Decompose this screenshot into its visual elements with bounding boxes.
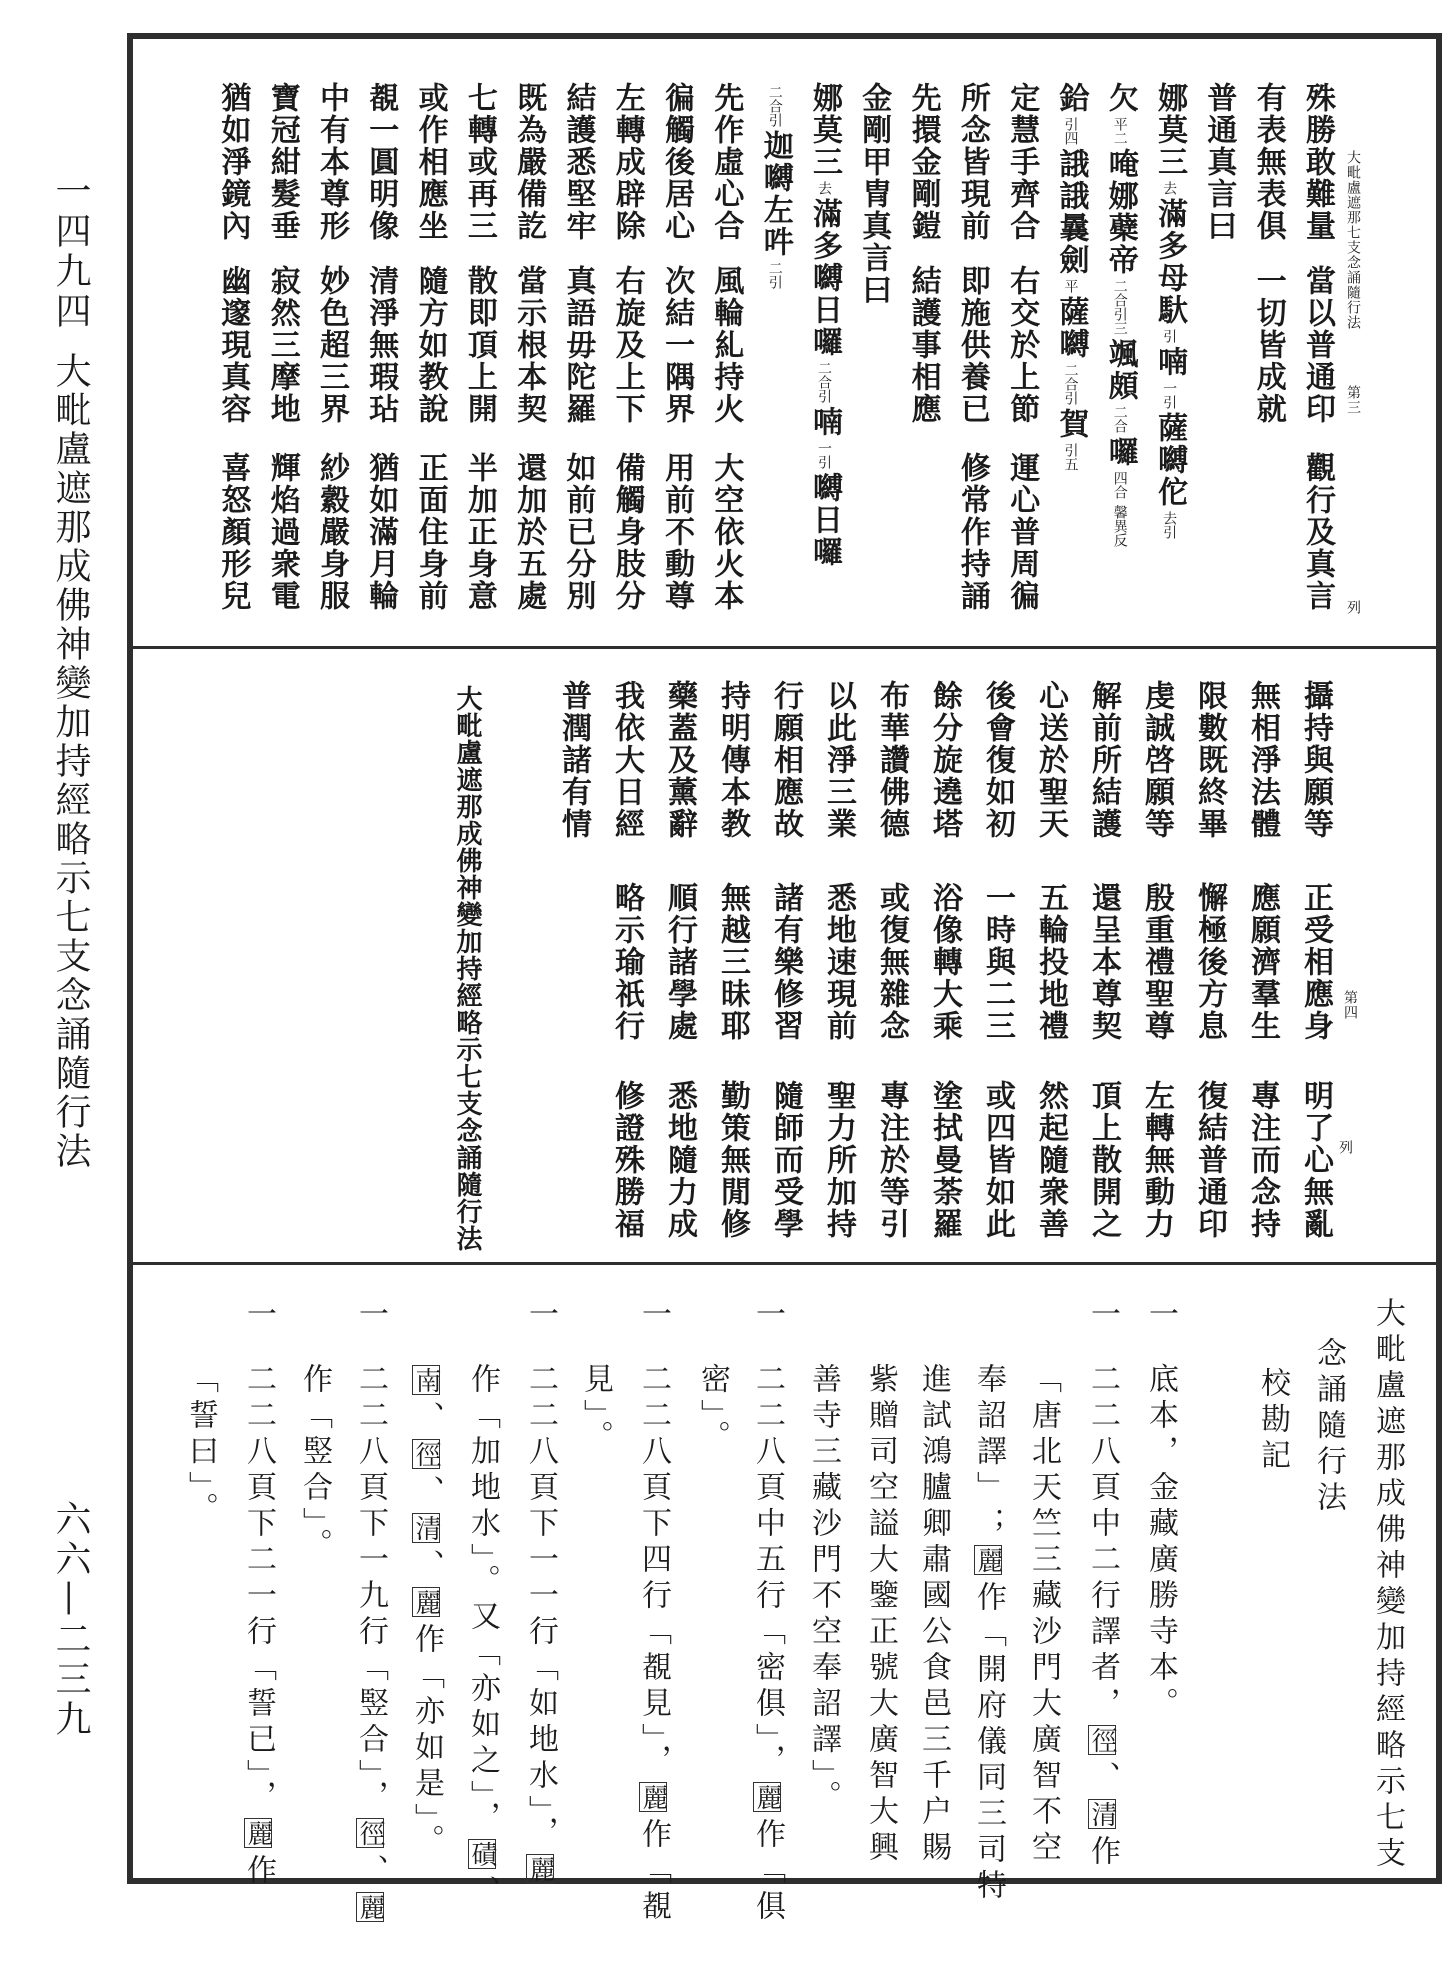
section-divider <box>133 1262 1436 1265</box>
verse-line: 然起隨衆善 <box>1033 1080 1068 1240</box>
text-run: 作「加地水」。又「亦如之」， <box>465 1363 500 1837</box>
verse-line: 清淨無瑕玷 <box>363 265 399 425</box>
verse-line: 順行諸學處 <box>662 882 697 1042</box>
text-run: 進試鴻臚卿肅國公食邑三千户賜 <box>916 1363 951 1867</box>
verse-line <box>757 82 793 292</box>
edition-siglum-box: 磧 <box>467 1841 497 1867</box>
pronunciation-note: 二合 <box>1111 405 1128 433</box>
pronunciation-note: 二引 <box>766 261 783 289</box>
verse-line: 喜怒顏形兒 <box>215 452 251 612</box>
pronunciation-note: 引五 <box>1062 443 1079 471</box>
verse-line: 攝持與願等 <box>1298 680 1333 840</box>
verse-line: 悉地隨力成 <box>662 1080 697 1240</box>
edition-siglum-box: 麗 <box>638 1784 668 1810</box>
text-run: 作「開府儀同三司特 <box>971 1581 1006 1905</box>
verse-line: 右旋及上下 <box>609 265 645 425</box>
pronunciation-note: 二合引 <box>766 85 783 127</box>
edition-siglum-box: 麗 <box>411 1589 441 1615</box>
verse-line: 五輪投地禮 <box>1033 882 1068 1042</box>
text-run: 作 <box>1085 1835 1120 1871</box>
collation-note <box>1143 1363 1178 1723</box>
verse-line: 虔誠啓願等 <box>1139 680 1174 840</box>
verse-line: 如前已分別 <box>560 452 596 612</box>
verse-line: 隨方如教說 <box>412 265 448 425</box>
verse-line: 聖力所加持 <box>821 1080 856 1240</box>
text-run: 二二八頁中二行譯者， <box>1085 1363 1120 1723</box>
edition-siglum-box: 徑 <box>411 1441 441 1467</box>
text-run: 密」。 <box>695 1363 730 1456</box>
pronunciation-note: 二合引 <box>1062 363 1079 405</box>
note-marker: 一 <box>750 1298 785 1334</box>
text-run: 二二八頁下一一行「如地水」， <box>523 1363 558 1852</box>
pronunciation-note: 平二 <box>1111 117 1128 145</box>
collation-heading-title: 校勘記 <box>1255 1367 1290 1475</box>
verse-line: 以此淨三業 <box>821 680 856 840</box>
pronunciation-note: 去 <box>816 181 832 195</box>
verse-line: 幽邃現真容 <box>215 265 251 425</box>
edition-siglum-box: 清 <box>1087 1801 1117 1827</box>
verse-line: 寶冠紺髮垂 <box>264 82 300 242</box>
verse-line: 猶如滿月輪 <box>363 452 399 612</box>
pronunciation-note: 二合引 <box>816 361 832 403</box>
note-marker: 一 <box>241 1298 276 1334</box>
verse-line: 定慧手齊合 <box>1004 82 1040 242</box>
verse-line: 正面住身前 <box>412 452 448 612</box>
edition-siglum-box: 清 <box>411 1515 441 1541</box>
pronunciation-note: 一引 <box>1161 381 1178 409</box>
verse-line: 覩一圓明像 <box>363 82 399 242</box>
verse-line: 隨師而受學 <box>768 1080 803 1240</box>
verse-line: 復結普通印 <box>1192 1080 1227 1240</box>
text-run: 、 <box>1085 1761 1120 1797</box>
pronunciation-note: 一引 <box>816 441 832 469</box>
verse-line: 一時與二三 <box>980 882 1015 1042</box>
collation-note <box>409 1363 444 1860</box>
verse-line: 勤策無閒修 <box>715 1080 750 1240</box>
verse-line: 諸有樂修習 <box>768 882 803 1042</box>
text-run: 「唐北天竺三藏沙門大廣智不空 <box>1026 1363 1061 1867</box>
verse-line: 無相淨法體 <box>1245 680 1280 840</box>
verse-line: 或四皆如此 <box>980 1080 1015 1240</box>
verse-line: 正受相應身 <box>1298 882 1333 1042</box>
text-run: 二二八頁下二一行「誓已」， <box>241 1363 276 1816</box>
verse-line: 頂上散開之 <box>1086 1080 1121 1240</box>
verse-line: 散即頂上開 <box>461 265 497 425</box>
verse-line: 備觸身肢分 <box>609 452 645 612</box>
edition-siglum-box: 徑 <box>1087 1727 1117 1753</box>
text-run: 二二八頁下四行「覩見」， <box>636 1363 671 1780</box>
middle-header-mark: 列 <box>1337 1140 1353 1155</box>
text-run: 滿多嚩日囉 <box>807 198 842 358</box>
verse-line: 即施供養已 <box>954 265 990 425</box>
edition-siglum-box: 麗 <box>525 1856 555 1882</box>
text-run: 底本，金藏廣勝寺本。 <box>1143 1363 1178 1723</box>
verse-line: 略示瑜祇行 <box>609 882 644 1042</box>
verse-line: 左轉無動力 <box>1139 1080 1174 1240</box>
verse-line: 專注而念持 <box>1245 1080 1280 1240</box>
verse-line: 限數既終畢 <box>1192 680 1227 840</box>
verse-line: 當以普通印 <box>1300 265 1335 425</box>
collation-note <box>353 1363 388 1928</box>
text-run: 迦嚩左吽 <box>757 130 793 258</box>
top-header-part: 第三 <box>1345 385 1361 415</box>
text-run: 善寺三藏沙門不空奉詔譯」。 <box>806 1363 841 1816</box>
verse-line: 觀行及真言 <box>1300 452 1335 612</box>
verse-line: 紗縠嚴身服 <box>314 452 349 612</box>
text-run: 賀 <box>1053 408 1089 440</box>
text-run: 作「亦如是」。 <box>409 1623 444 1860</box>
verse-line <box>1053 82 1089 474</box>
verse-line: 左轉成辟除 <box>609 82 645 242</box>
verse-line: 明了心無亂 <box>1298 1080 1333 1240</box>
verse-line: 修常作持誦 <box>954 452 990 612</box>
verse-line: 修證殊勝福 <box>609 1080 644 1240</box>
text-run: 紫贈司空謚大鑒正號大廣智大興 <box>863 1363 898 1867</box>
verse-line: 風輪糺持火 <box>708 265 744 425</box>
verse-line: 先作虛心合 <box>708 82 744 242</box>
verse-line: 結護悉堅牢 <box>560 82 596 242</box>
verse-line: 結護事相應 <box>905 265 941 425</box>
verse-line: 妙色超三界 <box>314 265 349 425</box>
verse-line: 寂然三摩地 <box>264 265 300 425</box>
edition-siglum-box: 麗 <box>752 1784 782 1810</box>
verse-line: 運心普周徧 <box>1004 452 1040 612</box>
verse-line: 解前所結護 <box>1086 680 1121 840</box>
collation-note <box>863 1363 898 1867</box>
top-header-title: 大毗盧遮那七支念誦隨行法 <box>1345 150 1361 330</box>
text-run: 嚩日囉 <box>807 472 842 568</box>
verse-line: 殷重禮聖尊 <box>1139 882 1174 1042</box>
verse-line: 所念皆現前 <box>954 82 990 242</box>
text-run: 「誓曰」。 <box>183 1363 218 1528</box>
text-run: 二二八頁下一九行「竪合」， <box>353 1363 388 1816</box>
pronunciation-note: 四合 <box>1111 471 1128 499</box>
edition-siglum-box: 麗 <box>973 1547 1003 1573</box>
edition-siglum-box: 徑 <box>355 1820 385 1846</box>
verse-line: 藥蓋及薰辭 <box>662 680 697 840</box>
verse-line: 或作相應坐 <box>412 82 448 242</box>
verse-line: 殊勝敢難量 <box>1300 82 1335 242</box>
collation-note <box>1085 1363 1120 1871</box>
pronunciation-note: 引 <box>1161 329 1178 343</box>
verse-line: 或復無雜念 <box>874 882 909 1042</box>
edition-siglum-box: 麗 <box>243 1820 273 1846</box>
verse-line: 輝焰過衆電 <box>264 452 300 612</box>
note-marker: 一 <box>353 1298 388 1334</box>
collation-note <box>971 1363 1006 1905</box>
margin-volume-number: 一四九四 <box>50 172 91 332</box>
pronunciation-note: 二合引三 <box>1111 279 1128 335</box>
text-run: 娜莫三 <box>1152 82 1188 178</box>
collation-note <box>297 1363 332 1564</box>
edition-siglum-box: 南 <box>411 1367 441 1393</box>
text-run: 作「竪合」。 <box>297 1363 332 1564</box>
verse-line: 一切皆成就 <box>1250 265 1286 425</box>
verse-line: 餘分旋遶塔 <box>927 680 962 840</box>
verse-line: 普通真言曰 <box>1201 82 1237 242</box>
verse-line: 浴像轉大乘 <box>927 882 962 1042</box>
collation-note <box>806 1363 841 1816</box>
note-marker: 一 <box>523 1298 558 1334</box>
verse-line: 無越三昧耶 <box>715 882 750 1042</box>
verse-line: 悉地速現前 <box>821 882 856 1042</box>
verse-line <box>1152 82 1188 542</box>
text-run: 奉詔譯」； <box>971 1363 1006 1543</box>
collation-note <box>916 1363 951 1867</box>
text-run: 見」。 <box>578 1363 613 1456</box>
verse-line: 徧觸後居心 <box>659 82 695 242</box>
collation-note <box>465 1363 500 1911</box>
verse-line: 布華讚佛德 <box>874 680 909 840</box>
margin-volume-title: 大毗盧遮那成佛神變加持經略示七支念誦隨行法 <box>50 352 91 1171</box>
note-marker: 一 <box>1085 1298 1120 1334</box>
verse-line: 應願濟羣生 <box>1245 882 1280 1042</box>
verse-line: 還呈本尊契 <box>1086 882 1121 1042</box>
collation-note <box>523 1363 558 1890</box>
verse-line: 金剛甲冑真言曰 <box>856 82 892 306</box>
verse-line: 持明傳本教 <box>715 680 750 840</box>
verse-line: 懈極後方息 <box>1192 882 1227 1042</box>
verse-line: 大空依火本 <box>708 452 744 612</box>
text-run: 娜莫三 <box>807 82 842 178</box>
note-marker: 一 <box>1143 1298 1178 1334</box>
text-run: 欠 <box>1102 82 1138 114</box>
pronunciation-note: 去引 <box>1161 511 1178 539</box>
verse-line: 中有本尊形 <box>314 82 349 242</box>
verse-line <box>1102 82 1138 550</box>
verse-line: 當示根本契 <box>511 265 547 425</box>
text-run: 二二八頁中五行「密俱」， <box>750 1363 785 1780</box>
verse-line: 先擐金剛鎧 <box>905 82 941 242</box>
collation-heading-line: 念誦隨行法 <box>1311 1337 1346 1517</box>
pronunciation-note: 引四 <box>1062 117 1079 145</box>
middle-header-part: 第四 <box>1342 990 1358 1020</box>
collation-note <box>183 1363 218 1528</box>
verse-line: 塗拭曼荼羅 <box>927 1080 962 1240</box>
collation-heading-line: 大毗盧遮那成佛神變加持經略示七支 <box>1370 1297 1405 1873</box>
text-run: 喃 <box>807 406 842 438</box>
verse-line: 我依大日經 <box>609 680 644 840</box>
text-run: 滿多母馱 <box>1152 198 1188 326</box>
text-run: 囉 <box>1102 436 1138 468</box>
verse-line: 用前不動尊 <box>659 452 695 612</box>
verse-line: 還加於五處 <box>511 452 547 612</box>
text-run: 唵娜蘗帝 <box>1102 148 1138 276</box>
verse-line: 專注於等引 <box>874 1080 909 1240</box>
text-run: 薩嚩 <box>1053 296 1089 360</box>
text-run: 作「俱 <box>750 1818 785 1926</box>
collation-note <box>750 1363 785 1926</box>
pronunciation-note: 去 <box>1161 181 1178 195</box>
text-run: 作「覩 <box>636 1818 671 1926</box>
note-marker: 一 <box>636 1298 671 1334</box>
text-run: 鉿 <box>1053 82 1089 114</box>
collation-note <box>636 1363 671 1926</box>
text-run: 、 <box>353 1854 388 1890</box>
verse-line: 普潤諸有情 <box>556 680 591 840</box>
verse-line: 右交於上節 <box>1004 265 1040 425</box>
pronunciation-note: 平 <box>1062 279 1079 293</box>
edition-siglum-box: 麗 <box>355 1894 385 1920</box>
verse-line: 七轉或再三 <box>461 82 497 242</box>
verse-line: 心送於聖天 <box>1033 680 1068 840</box>
collation-note <box>578 1363 613 1456</box>
collation-note <box>1026 1363 1061 1867</box>
top-header-mark: 列 <box>1345 600 1361 615</box>
text-run: 、 <box>409 1549 444 1585</box>
verse-line: 行願相應故 <box>768 680 803 840</box>
text-run: 喃 <box>1152 346 1188 378</box>
text-run: 、 <box>465 1875 500 1911</box>
text-run: 、 <box>409 1475 444 1511</box>
verse-line <box>807 82 842 568</box>
verse-line: 猶如淨鏡內 <box>215 82 251 242</box>
text-run: 颯頗 <box>1102 338 1138 402</box>
text-run: 作 <box>241 1854 276 1890</box>
collation-note <box>241 1363 276 1890</box>
verse-line: 半加正身意 <box>461 452 497 612</box>
closing-title: 大毗盧遮那成佛神變加持經略示七支念誦隨行法 <box>452 685 482 1252</box>
text-run: 誐誐曩劍 <box>1053 148 1089 276</box>
pronunciation-note: 馨異反 <box>1111 505 1128 547</box>
verse-line: 真語毋陀羅 <box>560 265 596 425</box>
section-divider <box>133 646 1436 649</box>
collation-note <box>695 1363 730 1456</box>
text-run: 、 <box>409 1401 444 1437</box>
text-run: 薩嚩佗 <box>1152 412 1188 508</box>
verse-line: 有表無表俱 <box>1250 82 1286 242</box>
verse-line: 後會復如初 <box>980 680 1015 840</box>
verse-line: 既為嚴備訖 <box>511 82 547 242</box>
verse-line: 次結一隅界 <box>659 265 695 425</box>
margin-page-number: 六六—二三九 <box>50 1500 91 1740</box>
